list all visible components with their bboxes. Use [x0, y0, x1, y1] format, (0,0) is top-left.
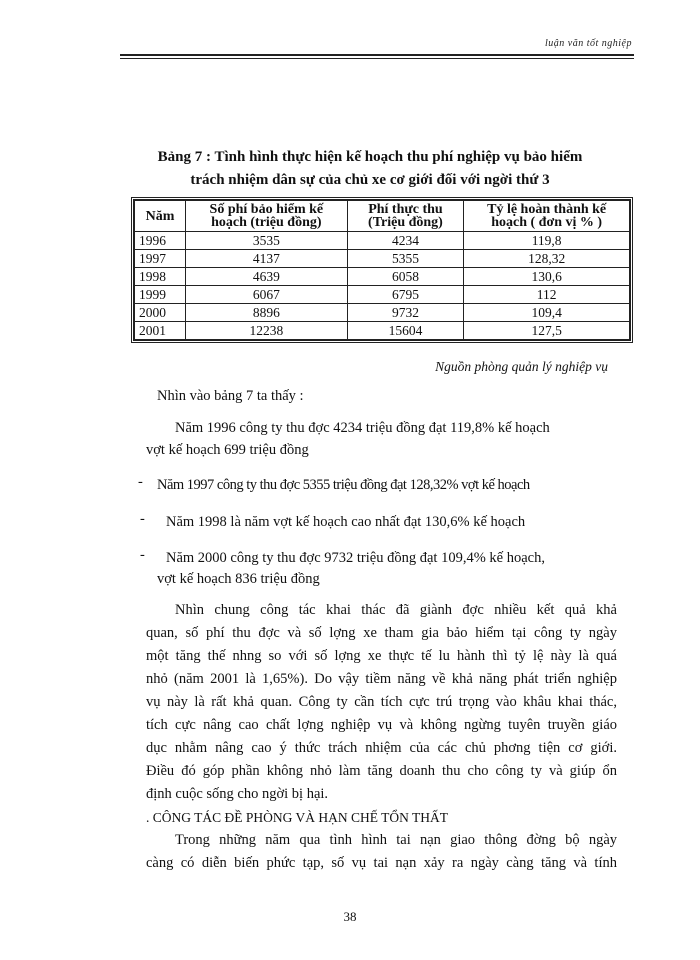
item-1996-line-1: Năm 1996 công ty thu đợc 4234 triệu đồng đạt 119,8% kế hoạch: [175, 420, 550, 436]
bullet-dash: -: [138, 474, 143, 490]
data-table-frame: [131, 197, 633, 343]
bullet-dash: -: [140, 547, 145, 563]
cell-actual: 9732: [347, 304, 464, 322]
cell-planned: 8896: [186, 304, 348, 322]
col-header-year: Năm: [135, 201, 186, 232]
table-row: [135, 232, 630, 250]
table-row: [135, 322, 630, 340]
cell-rate: 130,6: [464, 268, 630, 286]
para-line: một tăng thế nhng so với số lợng xe thực tế lu hành thì tỷ lệ này là quá: [146, 648, 617, 664]
item-1997: Năm 1997 công ty thu đợc 5355 triệu đồng đạt 128,32% vợt kế hoạch: [157, 477, 530, 493]
cell-planned: 12238: [186, 322, 348, 340]
cell-planned: 4137: [186, 250, 348, 268]
header-rule-thin: [120, 58, 634, 59]
table-row: [135, 268, 630, 286]
cell-rate: 127,5: [464, 322, 630, 340]
item-1996-line-2: vợt kế hoạch 699 triệu đồng: [146, 442, 309, 458]
bullet-dash: -: [140, 511, 145, 527]
item-1998: Năm 1998 là năm vợt kế hoạch cao nhất đạt 130,6% kế hoạch: [166, 514, 526, 530]
para-line: nhỏ (năm 2001 là 1,65%). Do vậy tiềm năng về khả năng phát triển nghiệp: [146, 671, 617, 687]
para-line: dục nhằm nâng cao ý thức trách nhiệm của các chủ phơng tiện cơ giới.: [146, 740, 617, 756]
cell-year: 2001: [135, 322, 186, 340]
cell-year: 1996: [135, 232, 186, 250]
cell-rate: 109,4: [464, 304, 630, 322]
para-line: quan, số phí thu đợc và số lợng xe tham gia bảo hiểm tại công ty ngày: [146, 625, 617, 641]
cell-actual: 6058: [347, 268, 464, 286]
header-rule-thick: [120, 54, 634, 56]
cell-planned: 4639: [186, 268, 348, 286]
table-row: [135, 286, 630, 304]
page-number: 38: [343, 909, 357, 924]
item-2000-line-2: vợt kế hoạch 836 triệu đồng: [157, 571, 320, 587]
para-line: Điều đó góp phần không nhỏ làm tăng doanh thu cho công ty và giúp ổn: [146, 763, 617, 779]
cell-year: 1998: [135, 268, 186, 286]
running-header: luận văn tốt nghiệp: [545, 38, 632, 49]
cell-rate: 112: [464, 286, 630, 304]
cell-actual: 5355: [347, 250, 464, 268]
item-2000-line-1: Năm 2000 công ty thu đợc 9732 triệu đồng đạt 109,4% kế hoạch,: [166, 550, 545, 566]
cell-rate: 119,8: [464, 232, 630, 250]
caption-line-2: trách nhiệm dân sự của chủ xe cơ giới đối với ngời thứ 3: [190, 172, 550, 188]
para-line: tích cực nâng cao chất lợng nghiệp vụ và không ngừng tuyên truyền giáo: [146, 717, 617, 733]
table-row: [135, 250, 630, 268]
table-source-note: Nguồn phòng quản lý nghiệp vụ: [435, 359, 608, 374]
col-header-planned: Số phí bảo hiểm kế hoạch (triệu đồng): [186, 201, 348, 232]
col-header-actual: Phí thực thu (Triệu đồng): [347, 201, 464, 232]
cell-rate: 128,32: [464, 250, 630, 268]
cell-actual: 6795: [347, 286, 464, 304]
cell-planned: 3535: [186, 232, 348, 250]
table-row: [135, 304, 630, 322]
cell-actual: 15604: [347, 322, 464, 340]
cell-year: 2000: [135, 304, 186, 322]
table-header-row: [135, 201, 630, 232]
para-line: định cuộc sống cho ngời bị hại.: [146, 786, 329, 802]
para-line: Nhìn chung công tác khai thác đã giành đợc nhiều kết quả khả: [175, 602, 617, 618]
caption-line-1: Bảng 7 : Tình hình thực hiện kế hoạch thu phí nghiệp vụ bảo hiểm: [157, 149, 583, 165]
table-caption: [120, 146, 620, 192]
premium-table: [134, 200, 630, 340]
cell-year: 1997: [135, 250, 186, 268]
cell-planned: 6067: [186, 286, 348, 304]
cell-year: 1999: [135, 286, 186, 304]
cell-actual: 4234: [347, 232, 464, 250]
para-line: Trong những năm qua tình hình tai nạn giao thông đờng bộ ngày: [175, 832, 617, 848]
intro-text: Nhìn vào bảng 7 ta thấy :: [157, 388, 304, 404]
para-line: vụ này là rất khả quan. Công ty cần tích cực trú trọng vào khâu khai thác,: [146, 694, 617, 710]
col-header-rate: Tỷ lệ hoàn thành kế hoạch ( đơn vị % ): [464, 201, 630, 232]
para-line: càng có diễn biến phức tạp, số vụ tai nạn xảy ra ngày càng tăng và tính: [146, 855, 617, 871]
section-heading: . CÔNG TÁC ĐỀ PHÒNG VÀ HẠN CHẾ TỔN THẤT: [146, 810, 449, 825]
